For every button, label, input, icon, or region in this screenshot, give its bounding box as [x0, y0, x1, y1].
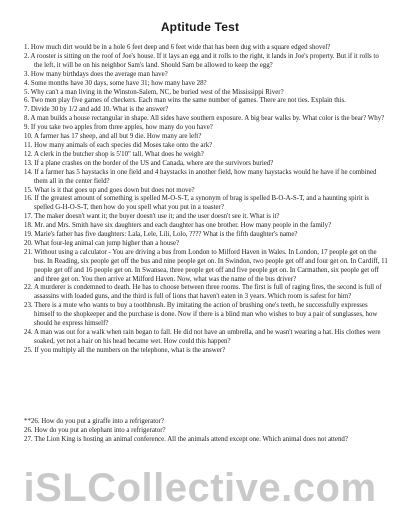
question-list: [24, 44, 388, 356]
question-item: 10. A farmer has 17 sheep, and all but 9 die. How many are left?: [24, 133, 202, 141]
question-item: 3. How many birthdays does the average man have?: [24, 70, 168, 78]
question-item: 15. What is it that goes up and goes down but does not move?: [24, 186, 195, 194]
question-item: 11. How many animals of each species did Moses take onto the ark?: [24, 141, 213, 149]
question-item: 25. If you multiply all the numbers on the telephone, what is the answer?: [24, 346, 226, 354]
question-item: 12. A clerk in the butcher shop is 5'10" tall. What does he weigh?: [24, 150, 204, 158]
question-item: 16. If the greatest amount of something is spelled M-O-S-T, a synonym of brag is spelled B-O-A-S-T, and a haunting spirit is spelled G-H-O-S-T, then how do you spell what you put in a toaster?: [24, 195, 369, 212]
question-item: 20. What four-leg animal can jump higher than a house?: [24, 239, 180, 247]
question-item: 7. Divide 30 by 1/2 and add 10. What is the answer?: [24, 106, 169, 114]
question-item: 14. If a farmer has 5 haystacks in one field and 4 haystacks in another field, how many haystacks would he have if he combined them all in the center field?: [24, 168, 377, 185]
bonus-question-item: **26. How do you put a giraffe into a refrigerator?: [24, 418, 164, 425]
question-item: 23. There is a mute who wants to buy a toothbrush. By imitating the action of brushing one's teeth, he successfully expresses himself to the shopkeeper and the purchase is done. Now if there is a blind man who wishes to buy a pair of sunglasses, how should he express himself?: [24, 302, 378, 328]
question-item: 9. If you take two apples from three apples, how many do you have?: [24, 124, 213, 132]
question-item: 19. Marie's father has five daughters: Lala, Lele, Lili, Lolo, ???? What is the fifth daughter's name?: [24, 231, 298, 239]
question-item: 6. Two men play five games of checkers. Each man wins the same number of games. There are not ties. Explain this.: [24, 97, 346, 105]
bonus-question-item: 26. How do you put an elephant into a refrigerator?: [24, 426, 166, 434]
question-item: 18. Mr. and Mrs. Smith have six daughters and each daughter has one brother. How many people in the family?: [24, 222, 332, 230]
bonus-question-list: [24, 418, 388, 445]
question-item: 17. The maker doesn't want it; the buyer doesn't use it; and the user doesn't see it. What is it?: [24, 213, 280, 221]
question-item: 13. If a plane crashes on the border of the US and Canada, where are the survivors buried?: [24, 159, 274, 167]
question-item: 4. Some months have 30 days, some have 31; how many have 28?: [24, 79, 207, 87]
question-item: 21. Without using a calculator - You are driving a bus from London to Milford Haven in Wales. In London, 17 people get on the bus. In Reading, six people get off the bus and nine people get on. In Swindon, two people get off and four get on. In Cardiff, 11 people get off and 16 people get on. In Swansea, three people get off and five people get on. In Carmathen, six people get off and three get on. You then arrive at Milford Haven. Now, what was the name of the bus driver?: [24, 248, 388, 283]
bonus-question-item: 27. The Lion King is hosting an animal conference. All the animals attend except one. Which animal does not attend?: [24, 435, 348, 443]
question-item: 2. A rooster is sitting on the roof of Joe's house. If it lays an egg and it rolls to the right, it lands in Joe's property. But if it rolls to the left, it will be on his neighbor Sam's land. Should Sam be allowed to keep the egg?: [24, 52, 379, 69]
question-item: 8. A man builds a house rectangular in shape. All sides have southern exposure. A big bear walks by. What color is the bear? Why?: [24, 115, 385, 123]
site-watermark: iSLCollective.com: [23, 466, 377, 510]
question-item: 22. A murderer is condemned to death. He has to choose between three rooms. The first is full of raging fires, the second is full of assassins with loaded guns, and the third is full of lions that haven't eaten in 3 years. Which room is safest for him?: [24, 284, 382, 301]
question-item: 1. How much dirt would be in a hole 6 feet deep and 6 feet wide that has been dug with a square edged shovel?: [24, 44, 331, 51]
question-item: 5. Why can't a man living in the Winston-Salem, NC, be buried west of the Mississippi River?: [24, 88, 284, 96]
page-title: Aptitude Test: [160, 20, 240, 34]
question-item: 24. A man was out for a walk when rain began to fall. He did not have an umbrella, and he wasn't wearing a hat. His clothes were soaked, yet not a hair on his head became wet. How could this happen?: [24, 329, 381, 345]
